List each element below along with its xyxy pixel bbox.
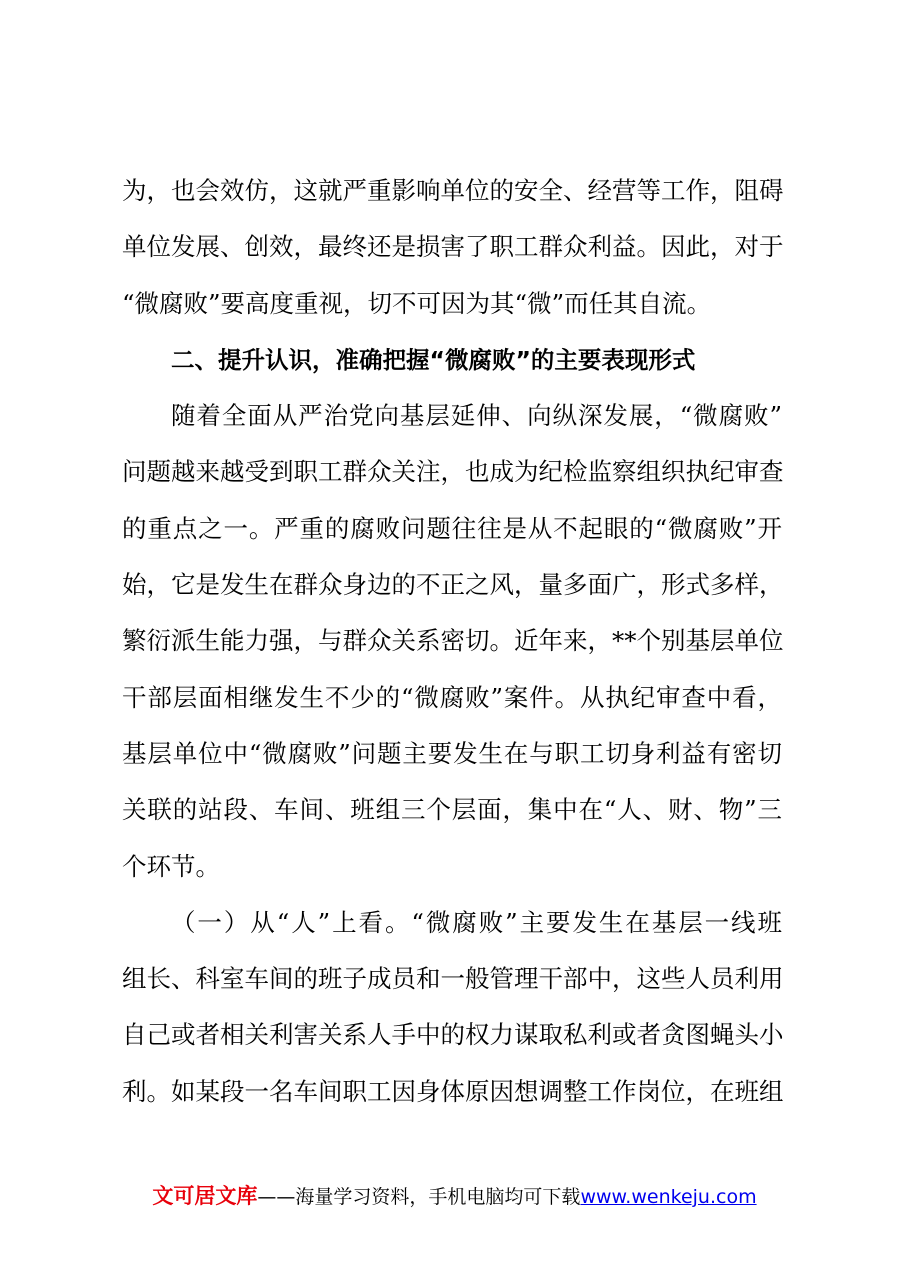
- footer-tagline: ——海量学习资料，手机电脑均可下载: [257, 1186, 581, 1208]
- text-line: “微腐败”要高度重视，切不可因为其“微”而任其自流。: [122, 288, 712, 318]
- text-line: 干部层面相继发生不少的“微腐败”案件。从执纪审查中看，: [122, 682, 782, 712]
- footer-banner: [0, 1180, 909, 1210]
- text-line: 个环节。: [122, 851, 220, 881]
- text-line: 组长、科室车间的班子成员和一般管理干部中，这些人员利用: [122, 964, 784, 994]
- footer-url-link[interactable]: www.wenkeju.com: [580, 1186, 757, 1208]
- text-line: 随着全面从严治党向基层延伸、向纵深发展，“微腐败”: [171, 401, 782, 431]
- text-line: 关联的站段、车间、班组三个层面，集中在“人、财、物”三: [122, 795, 782, 825]
- text-line: 利。如某段一名车间职工因身体原因想调整工作岗位，在班组: [122, 1076, 784, 1106]
- text-line: 为，也会效仿，这就严重影响单位的安全、经营等工作，阻碍: [122, 176, 784, 205]
- text-line: 自己或者相关利害关系人手中的权力谋取私利或者贪图蝇头小: [122, 1020, 784, 1050]
- text-line: （一）从“人”上看。“微腐败”主要发生在基层一线班: [171, 907, 782, 937]
- text-line: 单位发展、创效，最终还是损害了职工群众利益。因此，对于: [122, 232, 784, 262]
- text-line: 基层单位中“微腐败”问题主要发生在与职工切身利益有密切: [122, 738, 782, 768]
- text-line: 繁衍派生能力强，与群众关系密切。近年来，**个别基层单位: [122, 626, 784, 656]
- text-line: 始，它是发生在群众身边的不正之风，量多面广，形式多样，: [122, 570, 784, 600]
- footer-brand: 文可居文库: [152, 1184, 258, 1208]
- text-line: 的重点之一。严重的腐败问题往往是从不起眼的“微腐败”开: [122, 513, 782, 543]
- document-body: [122, 163, 782, 1120]
- text-line: 问题越来越受到职工群众关注，也成为纪检监察组织执纪审查: [122, 457, 784, 487]
- section-heading: 二、提升认识，准确把握“微腐败”的主要表现形式: [171, 345, 696, 374]
